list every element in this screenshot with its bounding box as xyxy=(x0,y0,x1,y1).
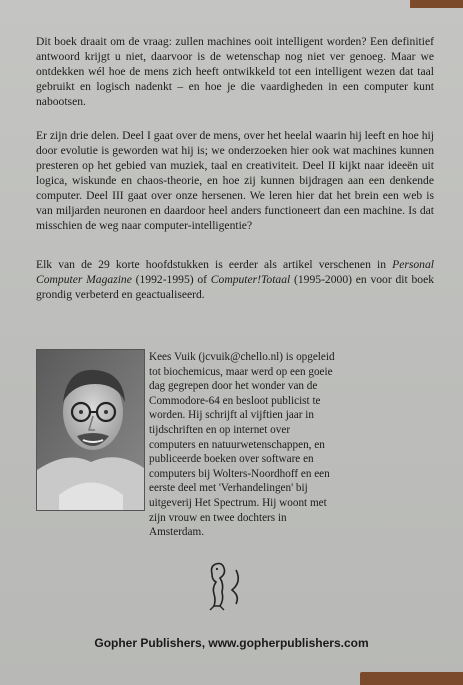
p3-text-c: (1995-2000) en voor dit boek grondig verbeterd en geactualiseerd. xyxy=(36,273,435,301)
p3-text-a: Elk van de 29 korte hoofdstukken is eerder als artikel verschenen in xyxy=(36,258,393,271)
p3-text-b: (1992-1995) of xyxy=(131,273,211,286)
author-photo xyxy=(36,349,145,511)
shelf-sticker xyxy=(360,672,463,685)
shelf-label-tab xyxy=(410,0,463,8)
intro-paragraph-1: Dit boek draait om de vraag: zullen machines ooit intelligent worden? Een definitief antwoord krijgt u niet, daarvoor is de wetenschap nog niet ver genoeg. Maar we ontdekken wél hoe de mens zich heeft ontwikkeld tot een intelligent wezen dat taal gebruikt en logisch nadenkt – en hoe je die vaardigheden in een computer kunt nabootsen. xyxy=(36,35,434,108)
gopher-logo-icon xyxy=(206,560,242,612)
intro-paragraph-3 xyxy=(36,257,434,302)
magazine-title-1: Personal Computer Magazine xyxy=(36,258,434,286)
author-portrait-icon xyxy=(37,350,144,510)
magazine-title-2: Computer!Totaal xyxy=(210,273,291,286)
author-bio: Kees Vuik (jcvuik@chello.nl) is opgeleid tot biochemicus, maar werd op een goeie dag gegrepen door het wonder van de Commodore-64 en besloot publicist te worden. Hij schrijft al vijftien jaar in tijdschriften en op internet over computers en natuurwetenschappen, en publiceerde boeken over software en computers bij Wolters-Noordhoff en een eerste deel met 'Verhandelingen' bij uitgeverij Het Spectrum. Hij woont met zijn vrouw en twee dochters in Amsterdam. xyxy=(149,351,335,539)
intro-paragraph-2: Er zijn drie delen. Deel I gaat over de mens, over het heelal waarin hij leeft en hoe hij door evolutie is geworden wat hij is; we onderzoeken hier ook wat machines kunnen presteren op het gebied van muziek, taal en creativiteit. Deel II kijkt naar ideeën uit logica, wiskunde en chaos-theorie, en hoe zij kunnen bijdragen aan een denkende computer. Deel III gaat over onze hersenen. We leren hier dat het brein een web is van miljarden neuronen en daardoor heel anders functioneert dan een machine. Is dat misschien de weg naar computer-intelligentie? xyxy=(36,129,434,232)
publisher-line: Gopher Publishers, www.gopherpublishers.com xyxy=(94,636,369,650)
